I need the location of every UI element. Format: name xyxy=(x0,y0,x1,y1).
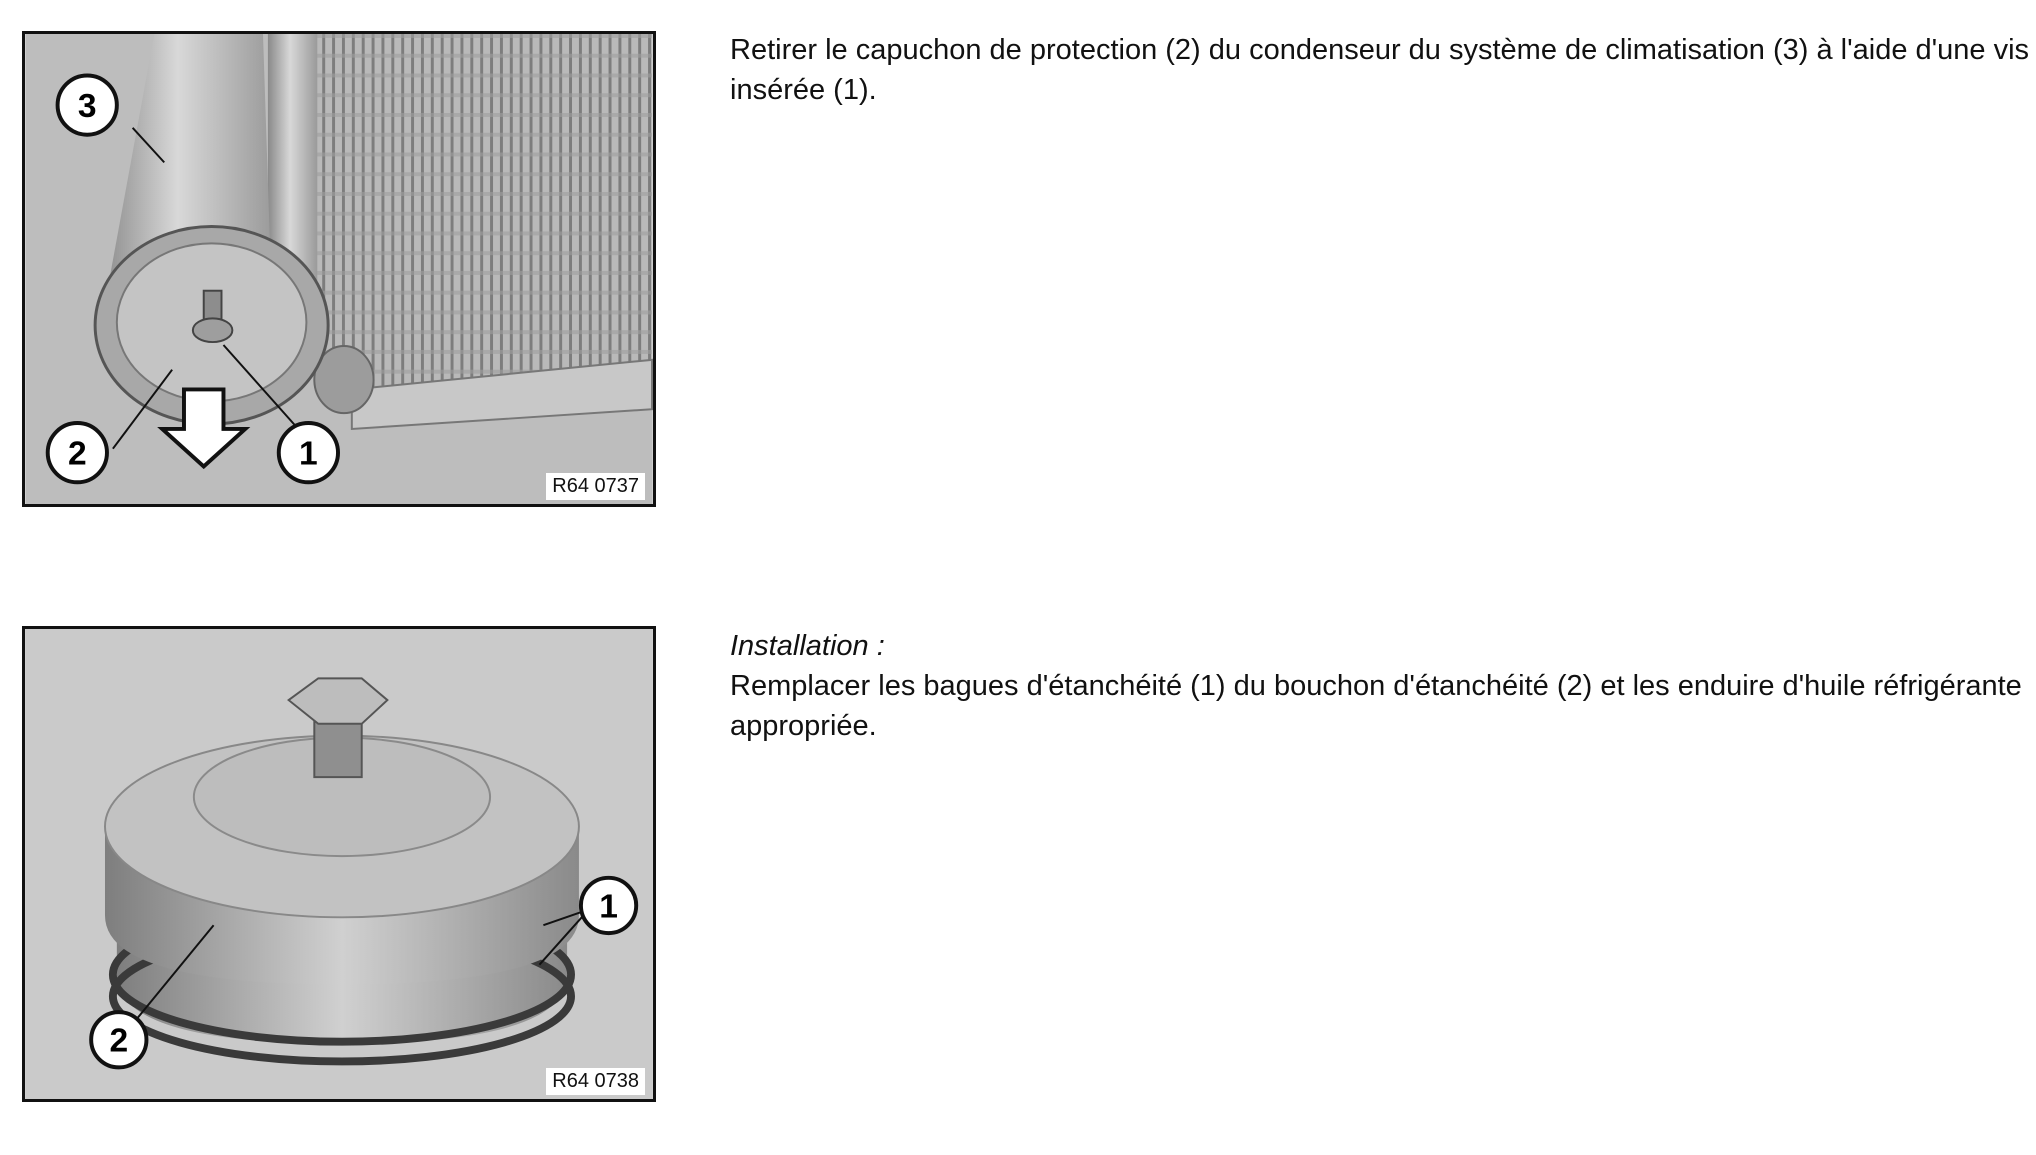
installation-heading: Installation : xyxy=(730,630,885,662)
svg-text:3: 3 xyxy=(77,87,97,125)
condenser-photo xyxy=(25,34,653,504)
figure-condenser-cap xyxy=(22,31,656,507)
svg-text:2: 2 xyxy=(109,1022,129,1060)
callout-2 xyxy=(48,423,107,482)
removal-text: Retirer le capuchon de protection (2) du condenseur du système de climatisation (3) à l'aide d'une vis insérée (1). xyxy=(730,34,2030,106)
sealing-plug-photo xyxy=(25,629,653,1099)
callout-2 xyxy=(91,1012,146,1067)
svg-text:1: 1 xyxy=(299,435,318,473)
svg-text:1: 1 xyxy=(599,888,618,926)
svg-text:2: 2 xyxy=(68,435,87,473)
callout-1 xyxy=(581,878,636,933)
callout-1 xyxy=(279,423,338,482)
figure-sealing-plug xyxy=(22,626,656,1102)
instruction-removal xyxy=(730,30,2030,110)
callout-3 xyxy=(58,75,117,134)
instruction-installation xyxy=(730,626,2030,746)
figure-reference: R64 0737 xyxy=(546,473,645,500)
figure-reference: R64 0738 xyxy=(546,1068,645,1095)
installation-text: Remplacer les bagues d'étanchéité (1) du bouchon d'étanchéité (2) et les enduire d'huile réfrigérante appropriée. xyxy=(730,670,2022,742)
